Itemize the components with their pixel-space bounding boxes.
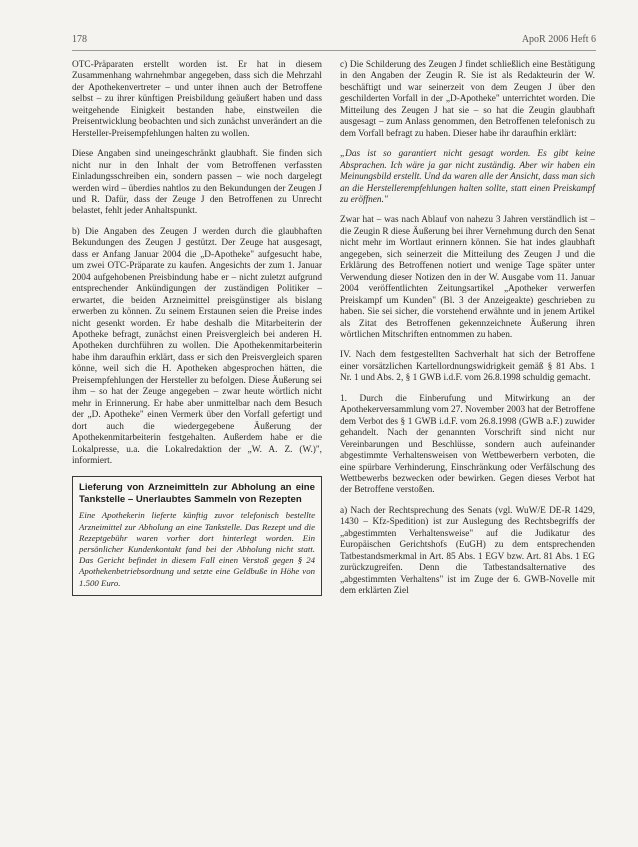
box-text: Eine Apothekerin lieferte künftig zuvor telefonisch bestellte Arzneimittel zur Abholung an eine Tankstelle. Das Rezept und die Rezeptgebühr waren vorher dort hinterlegt worden. Ein persönlicher Kundenkontakt fand bei der Abholung nicht statt. Das Gericht befindet in diesem Fall einen Verstoß gegen § 24 Apothekenbetriebsordnung und setzte eine Geldbuße in Höhe von 1.500 Euro. [79, 510, 315, 588]
page-number: 178 [72, 34, 87, 45]
paragraph: OTC-Präparaten erstellt worden ist. Er hat in diesem Zusammenhang wahrnehmbar angegeben, dass sich die Mehrzahl der Apothekenvertreter – und unter ihnen auch der Betroffene selbst – zu ihrer künftigen Preisbildung geäußert haben und dass weitgehende Einigkeit bestanden habe, einstweilen die Preisentwicklung beobachten und sich zunächst unverändert an die Hersteller-Preisempfehlungen halten zu wollen. [72, 60, 322, 139]
paragraph: Diese Angaben sind uneingeschränkt glaubhaft. Sie finden sich nicht nur in den Inhalt der vom Betroffenen verfassten Einladungsschreiben ein, sondern passen – wie noch dargelegt werden wird – überdies nahtlos zu den Bekundungen der Zeugen J und R. Dafür, dass der Zeuge J den Betroffenen zu Unrecht belastet, fehlt jeder Anhaltspunkt. [72, 149, 322, 217]
paragraph: IV. Nach dem festgestellten Sachverhalt hat sich der Betroffene einer vorsätzlichen Kartellordnungswidrigkeit gemäß § 81 Abs. 1 Nr. 1 und Abs. 2, § 1 GWB i.d.F. vom 26.8.1998 schuldig gemacht. [340, 350, 595, 384]
paragraph: Zwar hat – was nach Ablauf von nahezu 3 Jahren verständlich ist – die Zeugin R diese Äußerung bei ihrer Vernehmung durch den Senat nicht mehr im Wortlaut erinnern können. Sie hat indes glaubhaft angegeben, sich seinerzeit die Mitteilung des Zeugen J und die Erklärung des Betroffenen notiert und wenige Tage später unter Verwendung dieser Notizen den in der W. Ausgabe vom 11. Januar 2004 veröffentlichten Zeitungsartikel „Apotheker verwerfen Preiskampf um Kunden" (Bl. 3 der Anzeigeakte) geschrieben zu haben. Sie sei sicher, die vorstehend erwähnte und in jenem Artikel als Zitat des Betroffenen gekennzeichnete Äußerung ihren wörtlichen Mitschriften entnommen zu haben. [340, 215, 595, 340]
page-header [72, 34, 596, 48]
paragraph: 1. Durch die Einberufung und Mitwirkung an der Apothekerversammlung vom 27. November 2003 hat der Betroffene dem Verbot des § 1 GWB i.d.F. vom 26.8.1998 (GWB a.F.) zuwider gehandelt. Nach der genannten Vorschrift sind nicht nur Vereinbarungen und Beschlüsse, sondern auch aufeinander abgestimmte Verhaltensweisen von Wettbewerbern verboten, die eine spürbare Verhinderung, Einschränkung oder Verfälschung des Wettbewerbs bezwecken oder bewirken. Gegen dieses Verbot hat der Betroffene verstoßen. [340, 393, 595, 496]
right-column [340, 60, 595, 606]
paragraph: b) Die Angaben des Zeugen J werden durch die glaubhaften Bekundungen des Zeugen J gestützt. Der Zeuge hat ausgesagt, dass er Anfang Januar 2004 die „D-Apotheke" aufgesucht habe, um zwei OTC-Präparate zu kaufen. Angesichts der zum 1. Januar 2004 aufgehobenen Preisbindung habe er – nicht zuletzt aufgrund entsprechender Ankündigungen der zuständigen Politiker – erwartet, die beiden Arzneimittel preisgünstiger als bislang erwerben zu können. Zu seinem Erstaunen seien die Preise indes nicht gesenkt worden. Er habe deshalb die Mitarbeiterin der Apotheke befragt, zunächst einen Preisvergleich bei anderen H. Apotheken durchführen zu wollen. Die Apothekenmitarbeiterin habe ihm daraufhin erklärt, dass er sich den Preisvergleich sparen könne, weil sich die H. Apotheken abgesprochen hätten, die Preisempfehlungen der Hersteller zu befolgen. Diese Äußerung sei ihm – so hat der Zeuge angegeben – zwar heute wörtlich nicht mehr in Erinnerung. Er habe aber unmittelbar nach dem Besuch der „D. Apotheke" einen Vermerk über den Vorfall gefertigt und dort auch die wiedergegebene Äußerung der Apothekenmitarbeiterin festgehalten. Außerdem habe er die Lokalpresse, u.a. die Lokalredaktion der „W. A. Z. (W.)", informiert. [72, 226, 322, 466]
paragraph: a) Nach der Rechtsprechung des Senats (vgl. WuW/E DE-R 1429, 1430 – Kfz-Spedition) ist zur Auslegung des Rechtsbegriffs der „abgestimmten Verhaltensweise" auf die Judikatur des Europäischen Gerichtshofs (EuGH) zu dem entsprechenden Tatbestandsmerkmal in Art. 85 Abs. 1 EGV bzw. Art. 81 Abs. 1 EG zurückzugreifen. Denn die Tatbestandsalternative des „abgestimmten Verhaltens" ist im Zuge der 6. GWB-Novelle mit dem erklärten Ziel [340, 505, 595, 597]
header-divider [72, 50, 596, 51]
left-column [72, 60, 322, 596]
box-title: Lieferung von Arzneimitteln zur Abholung an eine Tankstelle – Unerlaubtes Sammeln von Rezepten [79, 482, 315, 505]
paragraph: c) Die Schilderung des Zeugen J findet schließlich eine Bestätigung in den Angaben der Zeugin R. Sie ist als Redakteurin der W. beschäftigt und war seinerzeit von dem Zeugen J über den geschilderten Vorfall in der „D-Apotheke" unterrichtet worden. Die Mitteilung des Zeugen J hat sie – so hat die Zeugin glaubhaft ausgesagt – zum Anlass genommen, den Betroffenen telefonisch zu dem Vorfall befragt zu haben. Dieser habe ihr daraufhin erklärt: [340, 60, 595, 139]
quote-paragraph: „Das ist so garantiert nicht gesagt worden. Es gibt keine Absprachen. Ich wäre ja gar nicht zuständig. Aber wir haben ein Meinungsbild erstellt. Und da waren alle der Ansicht, dass man sich an die Herstellerempfehlungen halten sollte, statt einen Preiskampf zu eröffnen." [340, 149, 595, 205]
journal-title: ApoR 2006 Heft 6 [521, 34, 596, 45]
sidebar-box [72, 476, 322, 595]
